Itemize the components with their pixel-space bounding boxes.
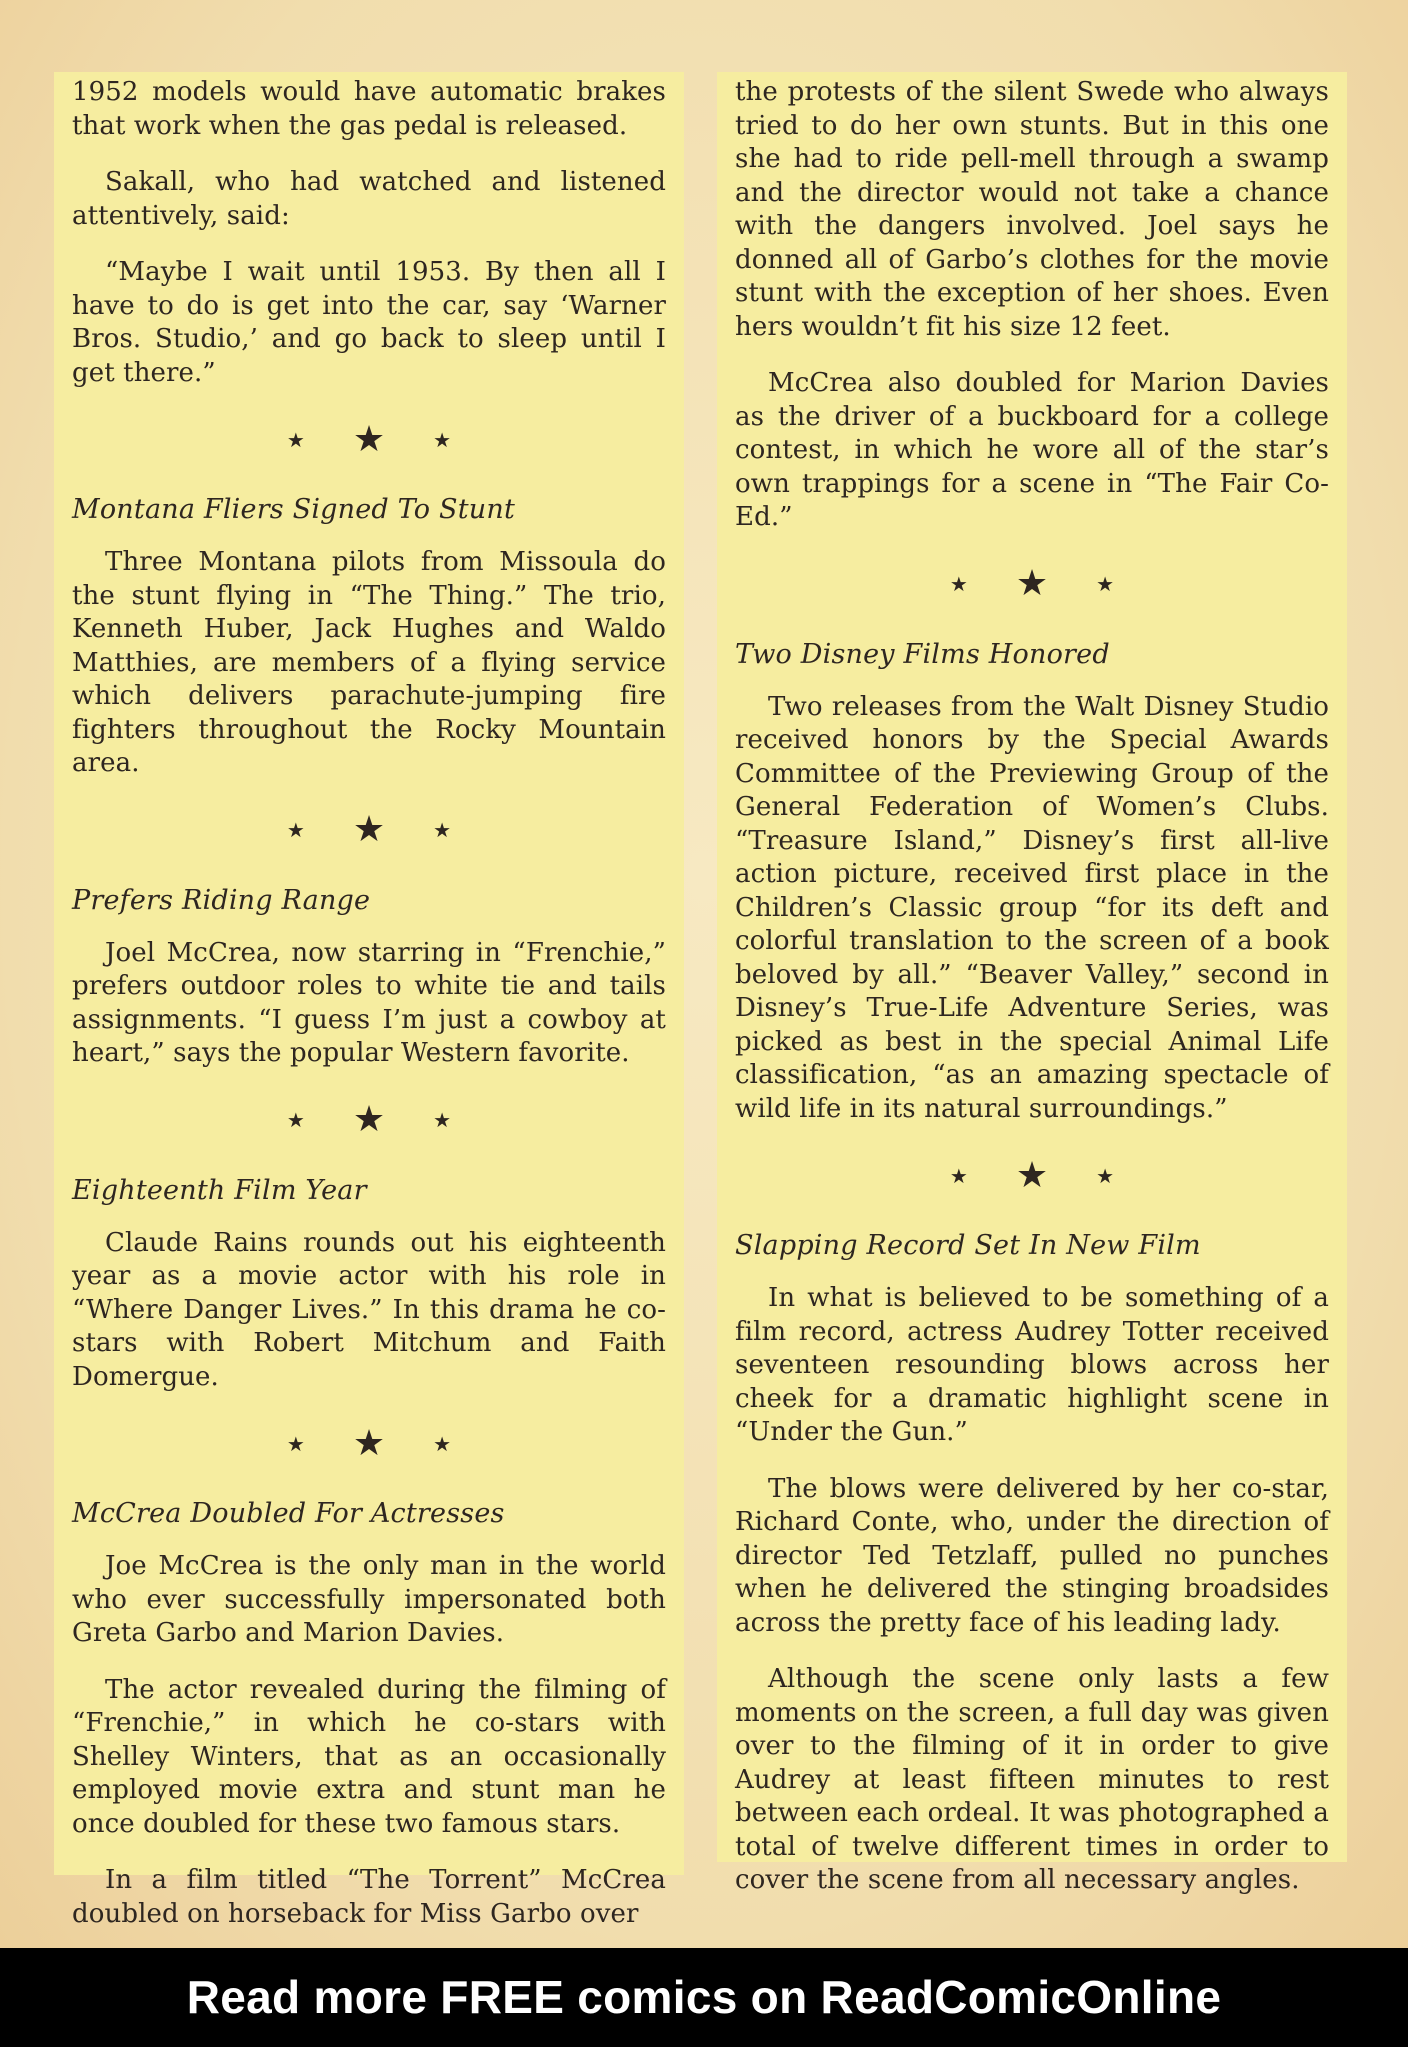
star-divider [72, 1094, 666, 1146]
article-paragraph: the protests of the silent Swede who always tried to do her own stunts. But in this one she had to ride pell-mell through a swamp and the director would not take a chance with the dangers involved. Joel says he donned all of Garbo’s clothes for the movie stunt with the exception of her shoes. Even hers wouldn’t fit his size 12 feet. [735, 77, 1329, 342]
star-small-icon: ★ [949, 572, 968, 596]
article-paragraph: Although the scene only lasts a few moments on the screen, a full day was given over to the filming of it in order to give Audrey at least fifteen minutes to rest between each ordeal. It was photographed a total of twelve different times in order to cover the scene from all necessary angles. [735, 1664, 1329, 1895]
star-large-icon: ★ [1015, 1154, 1049, 1196]
article-paragraph: Claude Rains rounds out his eighteenth year as a movie actor with his role in “Where Danger Lives.” In this drama he co-stars with Robert Mitchum and Faith Domergue. [72, 1227, 666, 1392]
article-heading: Prefers Riding Range [72, 884, 371, 916]
article-heading: Eighteenth Film Year [72, 1174, 367, 1206]
right-column [717, 72, 1347, 1895]
star-small-icon: ★ [433, 427, 452, 452]
article-paragraph: In a film titled “The Torrent” McCrea doubled on horseback for Miss Garbo over [72, 1865, 666, 1929]
star-small-icon: ★ [286, 427, 305, 452]
article-paragraph: Joel McCrea, now starring in “Frenchie,” prefers outdoor roles to white tie and tails assignments. “I guess I’m just a cowboy at heart,” says the popular Western favorite. [72, 937, 666, 1068]
star-divider [72, 1417, 666, 1469]
star-small-icon: ★ [433, 818, 452, 842]
star-small-icon: ★ [286, 1431, 305, 1456]
star-small-icon: ★ [433, 1108, 452, 1132]
star-large-icon: ★ [352, 418, 386, 460]
article-paragraph: The blows were delivered by her co-star, Richard Conte, who, under the direction of director Ted Tetzlaff, pulled no punches when he delivered the stinging broadsides across the pretty face of his leading lady. [735, 1473, 1329, 1638]
star-large-icon: ★ [352, 809, 386, 850]
article-paragraph: The actor revealed during the filming of “Frenchie,” in which he co-stars with Shelley Winters, that as an occasionally employed movie extra and stunt man he once doubled for these two famous stars. [72, 1674, 666, 1839]
star-divider [72, 804, 666, 856]
star-small-icon: ★ [949, 1163, 968, 1188]
star-large-icon: ★ [1015, 563, 1049, 604]
star-divider [735, 1149, 1329, 1201]
article-paragraph: “Maybe I wait until 1953. By then all I have to do is get into the car, say ‘Warner Bros. Studio,’ and go back to sleep until I get there.” [72, 257, 666, 388]
star-small-icon: ★ [286, 818, 305, 842]
star-small-icon: ★ [1096, 572, 1115, 596]
article-paragraph: 1952 models would have automatic brakes that work when the gas pedal is released. [72, 77, 666, 141]
article-paragraph: In what is believed to be something of a film record, actress Audrey Totter received seventeen resounding blows across her cheek for a dramatic highlight scene in “Under the Gun.” [735, 1283, 1329, 1447]
promo-banner[interactable] [0, 1948, 1408, 2047]
star-divider [735, 558, 1329, 610]
star-divider [72, 413, 666, 465]
article-paragraph: Sakall, who had watched and listened attentively, said: [72, 167, 666, 231]
article-heading: Two Disney Films Honored [735, 638, 1110, 670]
star-small-icon: ★ [433, 1431, 452, 1456]
article-heading: Montana Fliers Signed To Stunt [72, 494, 516, 525]
promo-banner-text: Read more FREE comics on ReadComicOnline [186, 1971, 1222, 2023]
star-large-icon: ★ [352, 1099, 386, 1140]
star-small-icon: ★ [1096, 1163, 1115, 1188]
left-column [54, 72, 684, 1929]
article-paragraph: Joe McCrea is the only man in the world who ever successfully impersonated both Greta Garbo and Marion Davies. [72, 1551, 666, 1648]
article-paragraph: Three Montana pilots from Missoula do the stunt flying in “The Thing.” The trio, Kenneth Huber, Jack Hughes and Waldo Matthies, are members of a flying service which delivers parachute-jumping fire fighters throughout the Rocky Mountain area. [72, 547, 666, 778]
article-paragraph: McCrea also doubled for Marion Davies as the driver of a buckboard for a college contest, in which he wore all of the star’s own trappings for a scene in “The Fair Co-Ed.” [735, 368, 1329, 532]
star-small-icon: ★ [286, 1108, 305, 1132]
article-paragraph: Two releases from the Walt Disney Studio received honors by the Special Awards Committee of the Previewing Group of the General Federation of Women’s Clubs. “Treasure Island,” Disney’s first all-live action picture, received first place in the Children’s Classic group “for its deft and colorful translation to the screen of a book beloved by all.” “Beaver Valley,” second in Disney’s True-Life Adventure Series, was picked as best in the special Animal Life classification, “as an amazing spectacle of wild life in its natural surroundings.” [735, 691, 1329, 1124]
article-heading: Slapping Record Set In New Film [735, 1230, 1201, 1261]
article-heading: McCrea Doubled For Actresses [72, 1498, 505, 1529]
star-large-icon: ★ [352, 1422, 386, 1464]
